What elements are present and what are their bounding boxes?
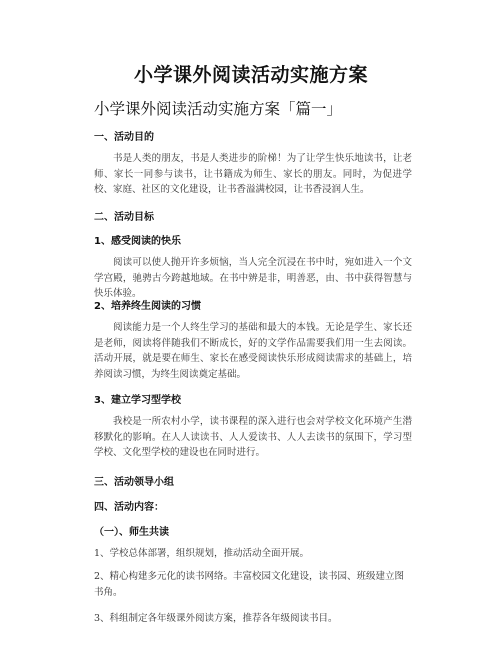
- heading-purpose: 一、活动目的: [94, 132, 154, 143]
- paragraph-goal-2: 阅读能力是一个人终生学习的基础和最大的本钱。无论是学生、家长还是老师，阅读将伴随我们不断成长，好的文学作品需要我们用一生去阅读。活动开展，就是要在师生、家长在感受阅读快乐形成阅读需求的基础上，培养阅读习惯，为终生阅读奠定基础。: [94, 322, 412, 380]
- heading-co-reading: （一）、师生共读: [94, 527, 169, 538]
- heading-leadership-group: 三、活动领导小组: [94, 477, 174, 488]
- heading-content: 四、活动内容：: [94, 502, 164, 513]
- heading-goal-1: 1、感受阅读的快乐: [94, 236, 181, 247]
- heading-goal-3: 3、建立学习型学校: [94, 395, 181, 406]
- list-item-1: 1、学校总体部署，组织规划，推动活动全面开展。: [94, 548, 310, 559]
- paragraph-goal-3: 我校是一所农村小学，读书课程的深入进行也会对学校文化环境产生潜移默化的影响。在人人读读书、人人爱读书、人人去读书的氛围下，学习型学校、文化型学校的建设也在同时进行。: [94, 416, 412, 458]
- paragraph-purpose: 书是人类的朋友，书是人类进步的阶梯！为了让学生快乐地读书，让老师、家长一同参与读书，让书籍成为师生、家长的朋友。同时，为促进学校、家庭、社区的文化建设，让书香溢满校园，让书香浸润人生。: [94, 153, 412, 195]
- list-item-2: 2、精心构建多元化的读书网络。丰富校园文化建设，读书园、班级建立图书角。: [94, 571, 405, 598]
- section-title: 小学课外阅读活动实施方案「篇一」: [94, 100, 343, 118]
- document-title: 小学课外阅读活动实施方案: [133, 64, 368, 86]
- list-item-3: 3、科组制定各年级课外阅读方案，推荐各年级阅读书目。: [94, 613, 338, 624]
- paragraph-goal-1: 阅读可以使人抛开许多烦恼，当人完全沉浸在书中时，宛如进入一个文学宫殿，驰骋古今跨越地域。在书中辨是非，明善恶，由、书中获得智慧与快乐体验。: [94, 257, 412, 299]
- heading-goals: 二、活动目标: [94, 212, 154, 223]
- heading-goal-2: 2、培养终生阅读的习惯: [94, 301, 201, 312]
